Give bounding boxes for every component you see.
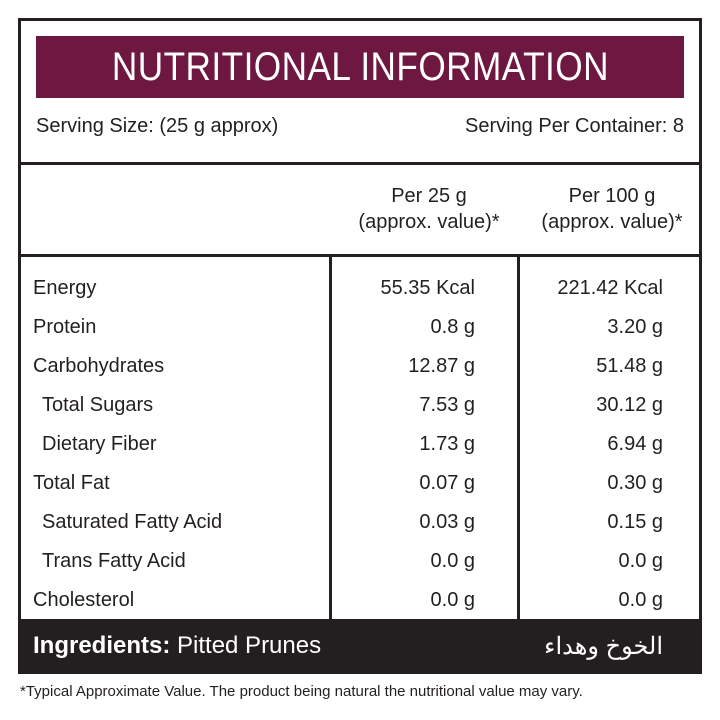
row-value-per-25g: 12.87 g bbox=[408, 355, 475, 377]
row-label: Total Fat bbox=[33, 472, 110, 494]
row-label: Trans Fatty Acid bbox=[42, 550, 186, 572]
ingredients-value: Pitted Prunes bbox=[177, 632, 322, 659]
table-row bbox=[21, 581, 699, 620]
row-value-per-100g: 51.48 g bbox=[596, 355, 663, 377]
column-header-line: (approx. value)* bbox=[358, 211, 500, 233]
serving-info bbox=[36, 115, 684, 138]
row-value-per-100g: 0.0 g bbox=[618, 589, 663, 611]
footnote: *Typical Approximate Value. The product being natural the nutritional value may vary. bbox=[20, 683, 583, 700]
column-header-line: Per 100 g bbox=[568, 185, 656, 207]
row-label: Cholesterol bbox=[33, 589, 135, 611]
table-row bbox=[21, 347, 699, 386]
row-value-per-25g: 1.73 g bbox=[419, 433, 475, 455]
page-title: NUTRITIONAL INFORMATION bbox=[111, 44, 609, 89]
ingredients-bar bbox=[21, 619, 699, 671]
row-value-per-25g: 7.53 g bbox=[419, 394, 475, 416]
serving-per-container: Serving Per Container: 8 bbox=[464, 115, 684, 137]
row-label: Saturated Fatty Acid bbox=[42, 511, 223, 533]
table-row bbox=[21, 269, 699, 308]
ingredients-label: Ingredients: bbox=[33, 632, 171, 659]
ingredients-arabic: الخوخ وهداء bbox=[544, 633, 663, 660]
row-value-per-25g: 0.07 g bbox=[419, 472, 475, 494]
row-value-per-25g: 0.0 g bbox=[430, 550, 475, 572]
table-row bbox=[21, 386, 699, 425]
nutrition-panel bbox=[18, 18, 702, 674]
table-row bbox=[21, 542, 699, 581]
row-value-per-100g: 0.0 g bbox=[618, 550, 663, 572]
row-value-per-100g: 6.94 g bbox=[607, 433, 663, 455]
row-value-per-25g: 0.03 g bbox=[419, 511, 475, 533]
row-label: Energy bbox=[33, 277, 97, 299]
serving-size: Serving Size: (25 g approx) bbox=[36, 115, 279, 137]
table-row bbox=[21, 425, 699, 464]
row-label: Protein bbox=[33, 316, 97, 338]
row-label: Dietary Fiber bbox=[42, 433, 157, 455]
row-value-per-100g: 221.42 Kcal bbox=[557, 277, 663, 299]
row-value-per-25g: 55.35 Kcal bbox=[380, 277, 475, 299]
row-value-per-100g: 0.15 g bbox=[607, 511, 663, 533]
row-value-per-25g: 0.0 g bbox=[430, 589, 475, 611]
column-header-per-25g bbox=[339, 183, 519, 235]
column-header-line: (approx. value)* bbox=[541, 211, 683, 233]
row-value-per-25g: 0.8 g bbox=[430, 316, 475, 338]
divider bbox=[21, 162, 699, 165]
row-label: Carbohydrates bbox=[33, 355, 165, 377]
table-row bbox=[21, 308, 699, 347]
table-row bbox=[21, 464, 699, 503]
row-value-per-100g: 30.12 g bbox=[596, 394, 663, 416]
table-row bbox=[21, 503, 699, 542]
row-value-per-100g: 0.30 g bbox=[607, 472, 663, 494]
title-bar bbox=[36, 36, 684, 98]
divider bbox=[21, 254, 699, 257]
row-label: Total Sugars bbox=[42, 394, 154, 416]
ingredients-text bbox=[33, 632, 321, 660]
column-header-line: Per 25 g bbox=[391, 185, 467, 207]
column-header-per-100g bbox=[521, 183, 703, 235]
row-value-per-100g: 3.20 g bbox=[607, 316, 663, 338]
